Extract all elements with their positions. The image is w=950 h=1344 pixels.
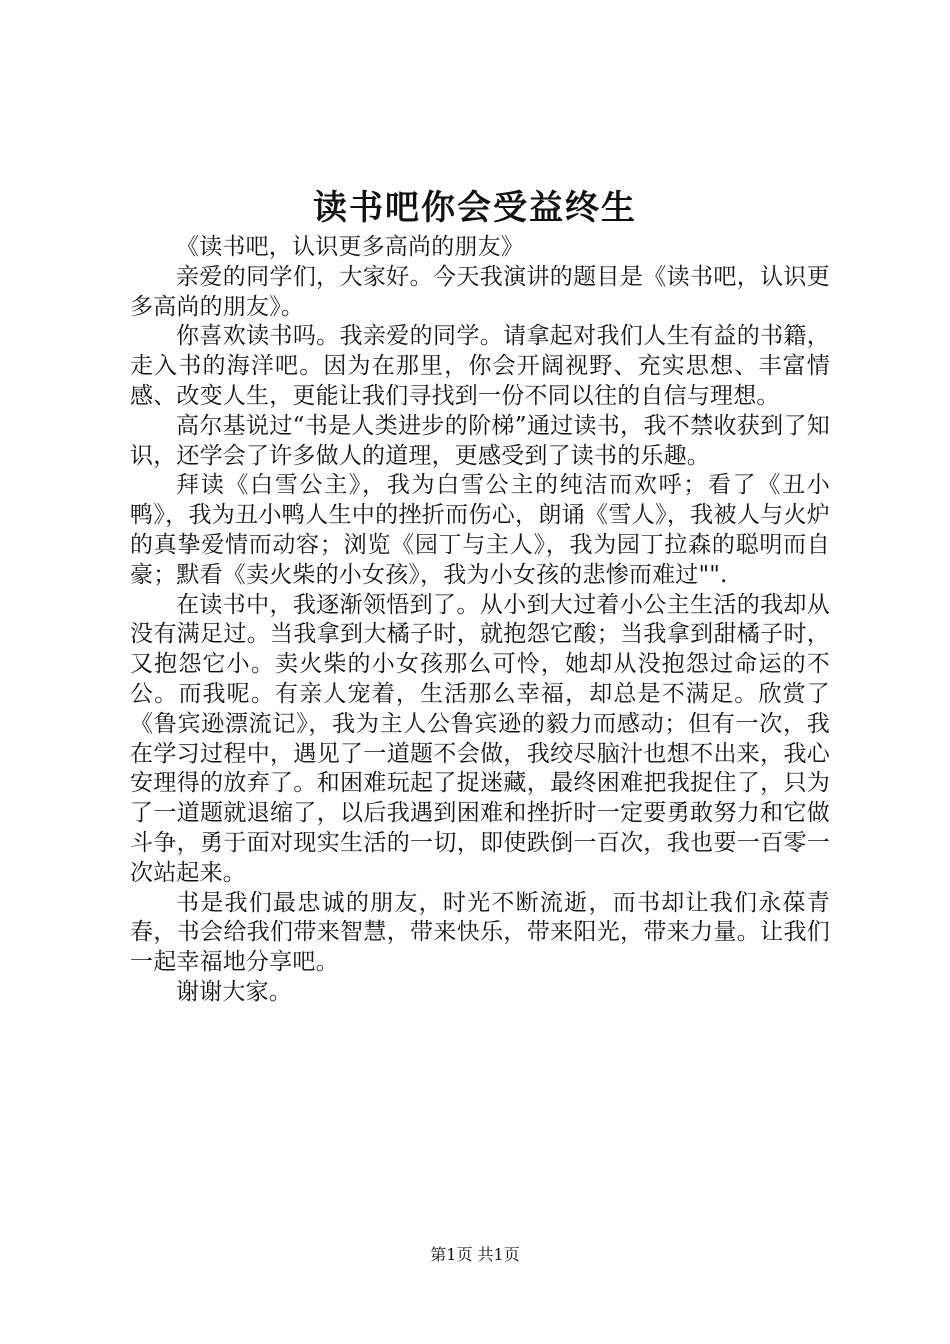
page-footer: 第1页 共1页 bbox=[430, 1245, 520, 1264]
paragraph-thanks: 谢谢大家。 bbox=[176, 978, 292, 1005]
paragraph-gorky-quote: 高尔基说过“书是人类进步的阶梯”通过读书，我不禁收获到了知识，还学会了许多做人的道理，更感受到了读书的乐趣。 bbox=[130, 412, 830, 469]
paragraph-books-friends: 书是我们最忠诚的朋友，时光不断流逝，而书却让我们永葆青春，书会给我们带来智慧，带来快乐，带来阳光，带来力量。让我们一起幸福地分享吧。 bbox=[130, 889, 830, 976]
document-title: 读书吧你会受益终生 bbox=[313, 188, 637, 228]
paragraph-reflection: 在读书中，我逐渐领悟到了。从小到大过着小公主生活的我却从没有满足过。当我拿到大橘子时，就抱怨它酸；当我拿到甜橘子时，又抱怨它小。卖火柴的小女孩那么可怜，她却从没抱怨过命运的不公。而我呢。有亲人宠着，生活那么幸福，却总是不满足。欣赏了《鲁宾逊漂流记》，我为主人公鲁宾逊的毅力而感动；但有一次，我在学习过程中，遇见了一道题不会做，我绞尽脑汁也想不出来，我心安理得的放弃了。和困难玩起了捉迷藏，最终困难把我捉住了，只为了一道题就退缩了，以后我遇到困难和挫折时一定要勇敢努力和它做斗争，勇于面对现实生活的一切，即使跌倒一百次，我也要一百零一次站起来。 bbox=[130, 591, 830, 886]
paragraph-fairy-tales: 拜读《白雪公主》，我为白雪公主的纯洁而欢呼；看了《丑小鸭》，我为丑小鸭人生中的挫折而伤心，朗诵《雪人》，我被人与火炉的真挚爱情而动容；浏览《园丁与主人》，我为园丁拉森的聪明而自豪；默看《卖火柴的小女孩》，我为小女孩的悲惨而难过"". bbox=[130, 472, 830, 588]
document-body bbox=[130, 233, 830, 1008]
paragraph-greeting: 亲爱的同学们，大家好。今天我演讲的题目是《读书吧，认识更多高尚的朋友》。 bbox=[130, 263, 830, 320]
paragraph-reading-question: 你喜欢读书吗。我亲爱的同学。请拿起对我们人生有益的书籍，走入书的海洋吧。因为在那里，你会开阔视野、充实思想、丰富情感、改变人生，更能让我们寻找到一份不同以往的自信与理想。 bbox=[130, 323, 830, 409]
paragraph-subtitle: 《读书吧，认识更多高尚的朋友》 bbox=[176, 234, 524, 260]
